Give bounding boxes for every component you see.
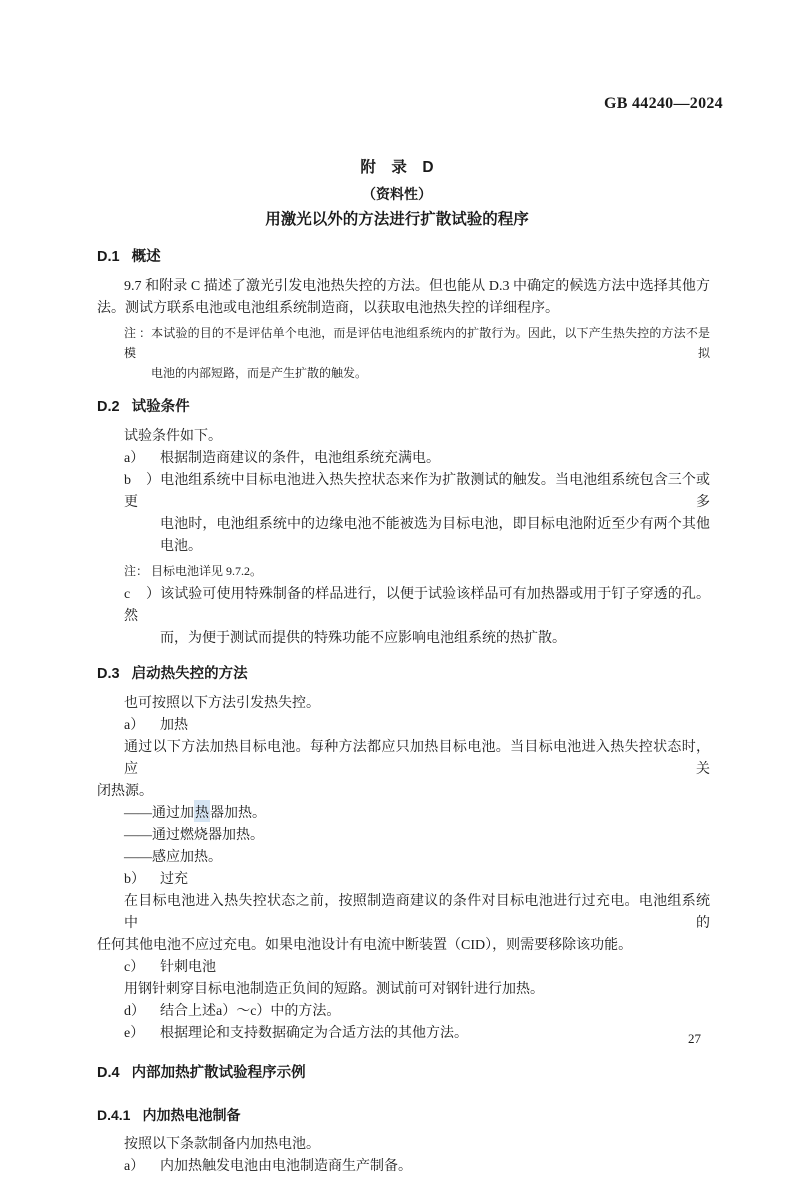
list-item-text: 结合上述a）～c）中的方法。 — [160, 1004, 341, 1019]
list-item-text: 该试验可使用特殊制备的样品进行，以便于试验该样品可有加热器或用于钉子穿透的孔。然 — [124, 587, 710, 624]
note-text: 本试验的目的不是评估单个电池，而是评估电池组系统内的扩散行为。因此，以下产生热失控的方法不是模拟 — [124, 326, 710, 360]
heading-number: D.4.1 — [97, 1107, 131, 1123]
note-line: 电池的内部短路，而是产生扩散的触发。 — [151, 366, 368, 380]
note-text: 目标电池详见 9.7.2。 — [151, 564, 263, 578]
paragraph-line: 按照以下条款制备内加热电池。 — [124, 1137, 320, 1152]
list-item-e — [124, 1023, 710, 1045]
note-label: 注： — [124, 326, 151, 340]
dash-item: ——通过燃烧器加热。 — [124, 828, 264, 843]
paragraph-line: 用钢针刺穿目标电池制造正负间的短路。测试前可对钢针进行加热。 — [124, 982, 544, 997]
section-heading-d3 — [97, 664, 710, 684]
list-item-label: a） — [124, 1159, 145, 1174]
note-block — [97, 323, 710, 383]
list-item-text: 针刺电池 — [160, 960, 216, 975]
list-item-text: 电池组系统中目标电池进入热失控状态来作为扩散测试的触发。当电池组系统包含三个或更多 — [124, 473, 710, 510]
page-number: 27 — [688, 1031, 701, 1046]
heading-title: 内加热电池制备 — [142, 1107, 241, 1123]
appendix-classification: （资料性） — [362, 186, 432, 202]
list-item-label: a） — [124, 451, 145, 466]
note-block — [97, 561, 710, 581]
appendix-title-block — [0, 155, 794, 233]
list-item-label: b） — [124, 872, 145, 887]
list-item-text: 过充 — [160, 872, 188, 887]
list-item-d — [124, 1001, 710, 1023]
text-highlight: 热 — [194, 800, 210, 822]
page-content — [97, 247, 710, 1178]
heading-number: D.4 — [97, 1065, 120, 1081]
list-item-text: 加热 — [160, 718, 188, 733]
paragraph-line: 9.7 和附录 C 描述了激光引发电池热失控的方法。但也能从 D.3 中确定的候选方法中选择其他方 — [124, 279, 710, 294]
dash-item-text: 器加热。 — [210, 806, 266, 821]
appendix-title: 附 录 D — [360, 159, 434, 176]
list-item-text: 根据制造商建议的条件，电池组系统充满电。 — [160, 451, 440, 466]
list-item-label: e） — [124, 1026, 145, 1041]
paragraph-line: 试验条件如下。 — [124, 429, 222, 444]
section-heading-d41 — [97, 1105, 710, 1125]
list-item-a — [124, 715, 710, 737]
dash-item-text: ——通过加 — [124, 806, 194, 821]
list-item-label: d） — [124, 1004, 145, 1019]
paragraph-line: 法。测试方联系电池或电池组系统制造商，以获取电池热失控的详细程序。 — [97, 301, 559, 316]
note-line — [124, 561, 710, 581]
heading-title: 概述 — [131, 249, 161, 265]
dash-item: ——感应加热。 — [124, 850, 222, 865]
list-item-c — [124, 957, 710, 979]
list-item-line: 电池时，电池组系统中的边缘电池不能被选为目标电池，即目标电池附近至少有两个其他 — [160, 517, 710, 532]
heading-title: 启动热失控的方法 — [131, 666, 248, 682]
list-item-label: b） — [124, 473, 160, 488]
section-heading-d4 — [97, 1063, 710, 1083]
section-heading-d2 — [97, 397, 710, 417]
list-item-text: 根据理论和支持数据确定为合适方法的其他方法。 — [160, 1026, 468, 1041]
heading-number: D.2 — [97, 399, 120, 415]
list-item-line: 而，为便于测试而提供的特殊功能不应影响电池组系统的热扩散。 — [160, 631, 566, 646]
heading-title: 内部加热扩散试验程序示例 — [131, 1065, 306, 1081]
heading-number: D.3 — [97, 666, 120, 682]
heading-title: 试验条件 — [131, 399, 190, 415]
list-item-label: c） — [124, 587, 160, 602]
paragraph-line: 通过以下方法加热目标电池。每种方法都应只加热目标电池。当目标电池进入热失控状态时，应关 — [124, 740, 710, 777]
note-label: 注： — [124, 564, 149, 578]
note-line — [124, 323, 710, 363]
paragraph-line: 在目标电池进入热失控状态之前，按照制造商建议的条件对目标电池进行过充电。电池组系统中的 — [124, 894, 710, 931]
paragraph-line: 任何其他电池不应过充电。如果电池设计有电流中断装置（CID），则需要移除该功能。 — [97, 938, 633, 953]
list-item-a — [124, 1156, 710, 1178]
heading-number: D.1 — [97, 249, 120, 265]
list-item-line: 电池。 — [160, 539, 202, 554]
doc-number: GB 44240—2024 — [603, 95, 723, 112]
list-item-b — [124, 470, 710, 514]
list-item-a — [124, 448, 710, 470]
paragraph-line: 也可按照以下方法引发热失控。 — [124, 696, 320, 711]
section-heading-d1 — [97, 247, 710, 267]
list-item-c — [124, 584, 710, 628]
list-item-label: a） — [124, 718, 145, 733]
list-item-label: c） — [124, 960, 145, 975]
list-item-b — [124, 869, 710, 891]
list-item-text: 内加热触发电池由电池制造商生产制备。 — [160, 1159, 412, 1174]
paragraph-line: 闭热源。 — [97, 784, 153, 799]
dash-item — [124, 803, 710, 825]
appendix-subject: 用激光以外的方法进行扩散试验的程序 — [265, 211, 529, 228]
